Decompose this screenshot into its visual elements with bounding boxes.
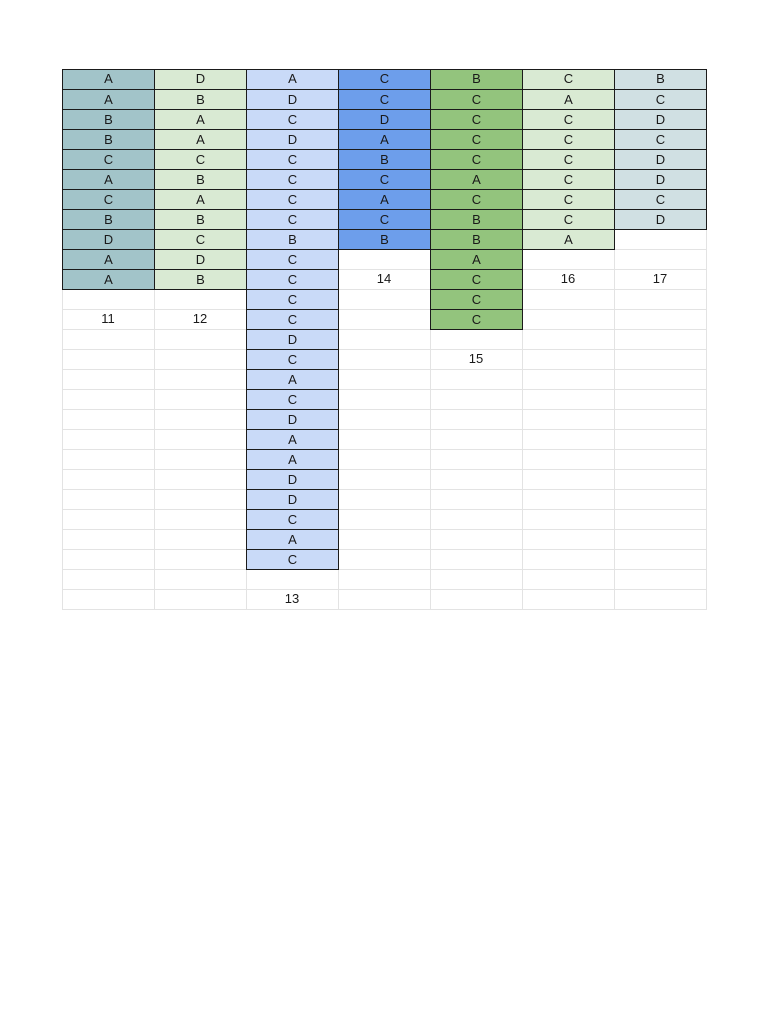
answer-cell[interactable]: B: [430, 230, 523, 250]
answer-sheet: [62, 69, 706, 606]
answer-cell[interactable]: B: [430, 210, 523, 230]
answer-cell[interactable]: C: [430, 270, 523, 290]
answer-cell[interactable]: D: [154, 250, 247, 270]
answer-cell[interactable]: C: [246, 150, 339, 170]
column-number-label: 16: [560, 271, 576, 286]
answer-cell[interactable]: B: [338, 150, 431, 170]
answer-cell[interactable]: C: [338, 69, 431, 90]
answer-cell[interactable]: C: [246, 390, 339, 410]
answer-cell[interactable]: A: [522, 230, 615, 250]
answer-cell[interactable]: C: [246, 550, 339, 570]
gridline-horizontal: [62, 469, 707, 470]
answer-cell[interactable]: C: [430, 90, 523, 110]
answer-cell[interactable]: C: [338, 210, 431, 230]
gridline-horizontal: [62, 409, 707, 410]
answer-cell[interactable]: B: [430, 69, 523, 90]
column-number-label: 17: [652, 271, 668, 286]
answer-cell[interactable]: B: [338, 230, 431, 250]
answer-cell[interactable]: C: [522, 210, 615, 230]
answer-cell[interactable]: C: [154, 150, 247, 170]
answer-cell[interactable]: D: [246, 330, 339, 350]
column-number-label: 11: [101, 311, 115, 326]
answer-cell[interactable]: A: [62, 170, 155, 190]
answer-cell[interactable]: C: [522, 69, 615, 90]
answer-cell[interactable]: C: [614, 90, 707, 110]
gridline-horizontal: [62, 509, 707, 510]
answer-cell[interactable]: C: [246, 310, 339, 330]
answer-cell[interactable]: C: [246, 210, 339, 230]
gridline-horizontal: [62, 549, 707, 550]
gridline-horizontal: [62, 349, 707, 350]
answer-cell[interactable]: D: [246, 90, 339, 110]
answer-cell[interactable]: A: [62, 250, 155, 270]
answer-cell[interactable]: C: [430, 290, 523, 310]
gridline-horizontal: [62, 589, 707, 590]
answer-cell[interactable]: C: [430, 110, 523, 130]
answer-cell[interactable]: D: [246, 410, 339, 430]
answer-cell[interactable]: C: [522, 190, 615, 210]
answer-cell[interactable]: B: [154, 90, 247, 110]
answer-cell[interactable]: A: [338, 190, 431, 210]
answer-cell[interactable]: C: [430, 190, 523, 210]
answer-cell[interactable]: D: [154, 69, 247, 90]
answer-cell[interactable]: C: [522, 130, 615, 150]
answer-cell[interactable]: A: [62, 90, 155, 110]
answer-cell[interactable]: C: [246, 510, 339, 530]
answer-cell[interactable]: D: [246, 470, 339, 490]
answer-cell[interactable]: A: [430, 250, 523, 270]
answer-cell[interactable]: C: [614, 130, 707, 150]
column-number-label: 14: [376, 271, 392, 286]
gridline-horizontal: [62, 529, 707, 530]
answer-cell[interactable]: A: [154, 190, 247, 210]
answer-cell[interactable]: C: [614, 190, 707, 210]
answer-cell[interactable]: D: [338, 110, 431, 130]
gridline-horizontal: [62, 569, 707, 570]
answer-cell[interactable]: C: [338, 90, 431, 110]
answer-cell[interactable]: C: [430, 310, 523, 330]
answer-cell[interactable]: C: [62, 150, 155, 170]
answer-cell[interactable]: D: [614, 170, 707, 190]
gridline-horizontal: [62, 429, 707, 430]
answer-cell[interactable]: C: [62, 190, 155, 210]
answer-cell[interactable]: A: [246, 530, 339, 550]
answer-cell[interactable]: C: [246, 110, 339, 130]
answer-cell[interactable]: C: [338, 170, 431, 190]
answer-cell[interactable]: C: [246, 350, 339, 370]
answer-cell[interactable]: D: [62, 230, 155, 250]
answer-cell[interactable]: A: [62, 270, 155, 290]
gridline-horizontal: [62, 369, 707, 370]
answer-cell[interactable]: A: [246, 430, 339, 450]
answer-cell[interactable]: A: [246, 450, 339, 470]
answer-cell[interactable]: A: [154, 130, 247, 150]
answer-cell[interactable]: C: [246, 290, 339, 310]
column-number-label: 15: [468, 351, 484, 366]
answer-cell[interactable]: B: [62, 110, 155, 130]
answer-cell[interactable]: C: [246, 190, 339, 210]
answer-cell[interactable]: C: [522, 150, 615, 170]
answer-cell[interactable]: C: [430, 130, 523, 150]
answer-cell[interactable]: B: [154, 170, 247, 190]
answer-cell[interactable]: D: [246, 130, 339, 150]
answer-cell[interactable]: A: [430, 170, 523, 190]
column-number-label: 12: [192, 311, 208, 326]
answer-cell[interactable]: D: [614, 210, 707, 230]
answer-cell[interactable]: A: [338, 130, 431, 150]
answer-cell[interactable]: A: [246, 69, 339, 90]
answer-cell[interactable]: A: [246, 370, 339, 390]
gridline-horizontal: [62, 329, 707, 330]
answer-cell[interactable]: C: [246, 270, 339, 290]
gridline-horizontal: [62, 389, 707, 390]
answer-cell[interactable]: C: [522, 170, 615, 190]
answer-cell[interactable]: B: [246, 230, 339, 250]
answer-cell[interactable]: A: [62, 69, 155, 90]
answer-cell[interactable]: C: [246, 250, 339, 270]
gridline-horizontal: [62, 489, 707, 490]
gridline-horizontal: [62, 449, 707, 450]
answer-cell[interactable]: C: [522, 110, 615, 130]
answer-cell[interactable]: B: [62, 210, 155, 230]
answer-cell[interactable]: D: [246, 490, 339, 510]
answer-cell[interactable]: D: [614, 150, 707, 170]
answer-cell[interactable]: A: [154, 110, 247, 130]
answer-cell[interactable]: B: [154, 270, 247, 290]
gridline-horizontal: [62, 609, 707, 610]
answer-cell[interactable]: B: [614, 69, 707, 90]
answer-cell[interactable]: B: [154, 210, 247, 230]
answer-cell[interactable]: C: [246, 170, 339, 190]
answer-cell[interactable]: D: [614, 110, 707, 130]
answer-cell[interactable]: B: [62, 130, 155, 150]
answer-cell[interactable]: C: [430, 150, 523, 170]
answer-cell[interactable]: A: [522, 90, 615, 110]
column-number-label: 13: [284, 591, 300, 606]
answer-cell[interactable]: C: [154, 230, 247, 250]
